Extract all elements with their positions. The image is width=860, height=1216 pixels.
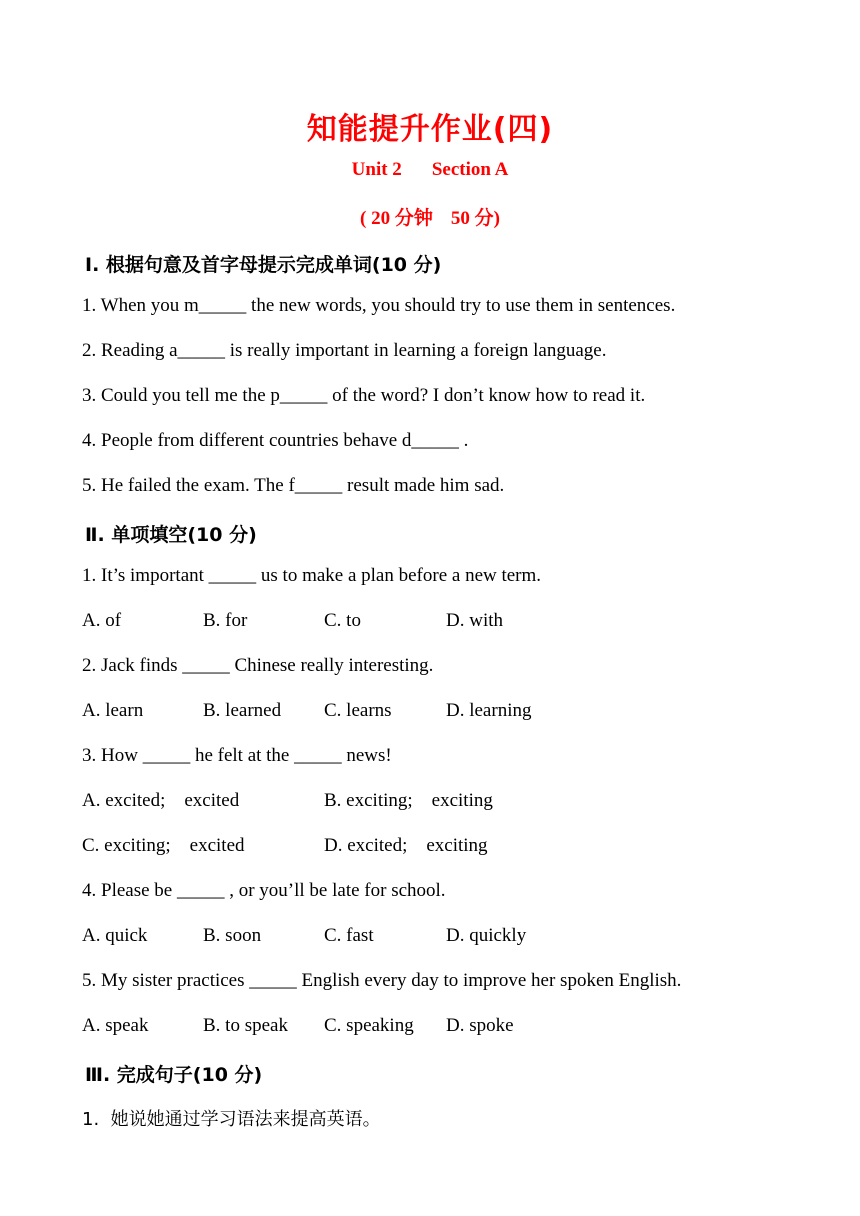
part2-q2-option-b: B. learned	[203, 700, 282, 721]
part1-item-3: 3. Could you tell me the p_____ of the word? I don’t know how to read it.	[82, 385, 646, 406]
part2-q5-option-d: D. spoke	[446, 1015, 514, 1036]
part1-heading: Ⅰ. 根据句意及首字母提示完成单词(10 分)	[85, 254, 442, 276]
part2-q3-stem: 3. How _____ he felt at the _____ news!	[82, 745, 392, 766]
part2-q2-option-d: D. learning	[446, 700, 532, 721]
part2-q1-option-c: C. to	[324, 610, 361, 631]
part2-q3-option-d: D. excited; exciting	[324, 835, 488, 856]
unit-section-label	[0, 159, 860, 181]
part2-q5-option-b: B. to speak	[203, 1015, 288, 1036]
part2-heading: Ⅱ. 单项填空(10 分)	[85, 524, 257, 546]
part2-q5-option-c: C. speaking	[324, 1015, 414, 1036]
part1-item-4: 4. People from different countries behave d_____ .	[82, 430, 469, 451]
part2-q1-option-d: D. with	[446, 610, 503, 631]
part2-q3-option-c: C. exciting; excited	[82, 835, 245, 856]
part2-q1-stem: 1. It’s important _____ us to make a plan before a new term.	[82, 565, 542, 586]
part2-q1-option-a: A. of	[82, 610, 122, 631]
part1-item-1: 1. When you m_____ the new words, you should try to use them in sentences.	[82, 295, 676, 316]
part3-item-1: 1. 她说她通过学习语法来提高英语。	[82, 1109, 381, 1130]
part2-q3-option-b: B. exciting; exciting	[324, 790, 493, 811]
unit-label: Unit 2	[351, 159, 402, 180]
part2-q4-stem: 4. Please be _____ , or you’ll be late for school.	[82, 880, 446, 901]
part1-item-5: 5. He failed the exam. The f_____ result made him sad.	[82, 475, 505, 496]
section-label: Section A	[431, 159, 509, 180]
time-score-label	[0, 203, 860, 230]
score-label: 50 分)	[450, 208, 500, 229]
part2-q2-stem: 2. Jack finds _____ Chinese really interesting.	[82, 655, 434, 676]
part2-q5-option-a: A. speak	[82, 1015, 149, 1036]
part2-q4-option-b: B. soon	[203, 925, 262, 946]
part2-q4-option-d: D. quickly	[446, 925, 527, 946]
part1-item-2: 2. Reading a_____ is really important in learning a foreign language.	[82, 340, 607, 361]
time-label: ( 20 分钟	[360, 208, 433, 229]
part2-q2-option-a: A. learn	[82, 700, 144, 721]
part2-q4-option-c: C. fast	[324, 925, 374, 946]
part2-q4-option-a: A. quick	[82, 925, 148, 946]
part2-q2-option-c: C. learns	[324, 700, 392, 721]
part2-q5-stem: 5. My sister practices _____ English every day to improve her spoken English.	[82, 970, 682, 991]
part3-heading: Ⅲ. 完成句子(10 分)	[85, 1064, 263, 1086]
worksheet-title: 知能提升作业(四)	[306, 112, 554, 147]
part2-q3-option-a: A. excited; excited	[82, 790, 240, 811]
part2-q1-option-b: B. for	[203, 610, 248, 631]
